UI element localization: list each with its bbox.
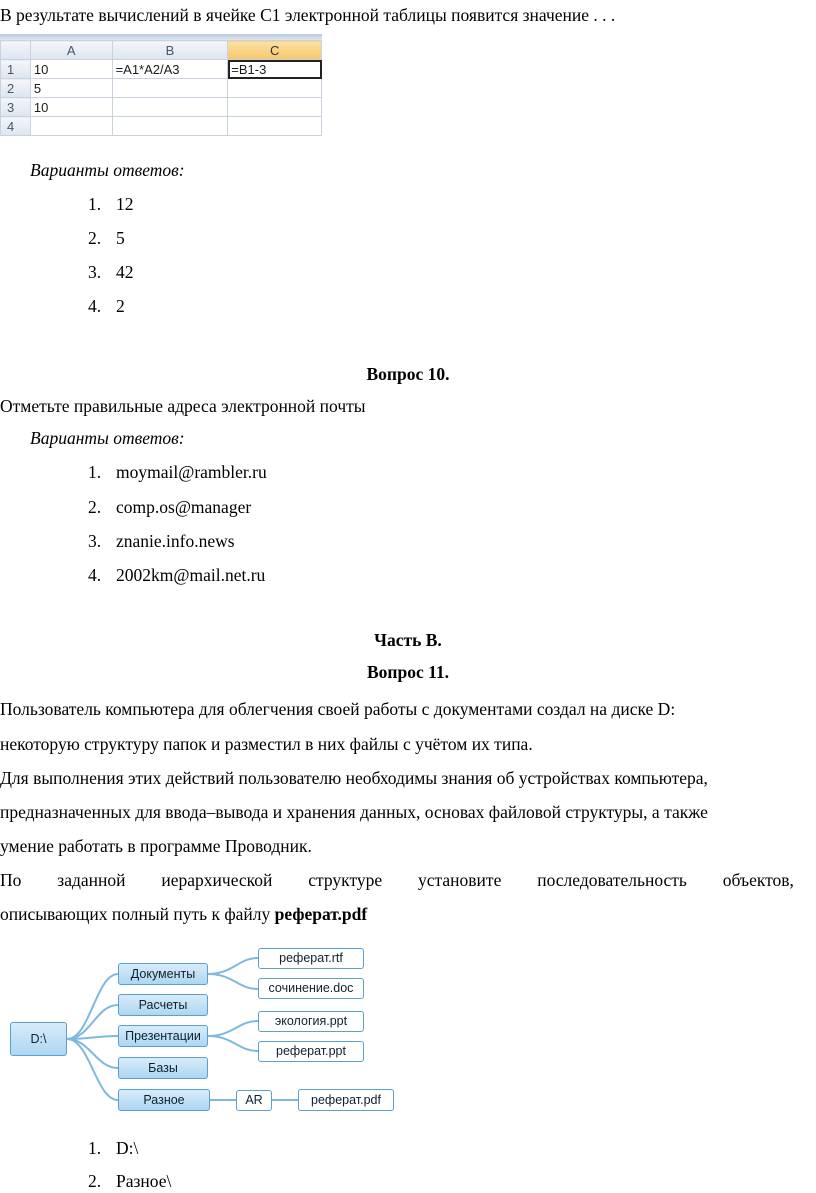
q10-answer-3: znanie.info.news: [116, 531, 235, 551]
row-header[interactable]: 1: [1, 60, 31, 79]
row-header[interactable]: 3: [1, 98, 31, 117]
q11-last-line-text: описывающих полный путь к файлу: [0, 904, 271, 924]
tree-folder-misc[interactable]: Разное: [118, 1089, 210, 1111]
connector: [208, 958, 258, 974]
tree-folder-databases[interactable]: Базы: [118, 1057, 208, 1079]
q11-answer-2: Разное\: [116, 1171, 172, 1191]
target-filename: реферат.pdf: [274, 904, 368, 924]
connector: [67, 1005, 118, 1039]
q10-answer-1: moymail@rambler.ru: [116, 462, 267, 482]
spreadsheet-grid: [0, 40, 322, 136]
list-number: 4.: [88, 296, 102, 316]
cell-a2[interactable]: 5: [30, 79, 112, 98]
tree-file-sochinenie-doc[interactable]: сочинение.doc: [258, 978, 364, 999]
q9-answer-1: 12: [116, 194, 134, 214]
list-number: 3.: [88, 531, 102, 551]
connector: [208, 974, 258, 989]
list-number: 2.: [88, 228, 102, 248]
q11-justified-line: [0, 870, 794, 891]
cell-b3[interactable]: [112, 98, 228, 117]
q9-answer-3: 42: [116, 262, 134, 282]
sheet-row: [1, 98, 322, 117]
q11-last-line: [0, 904, 367, 925]
list-number: 3.: [88, 262, 102, 282]
col-header-a[interactable]: A: [30, 41, 112, 60]
tree-folder-presentations[interactable]: Презентации: [118, 1025, 208, 1047]
spreadsheet: [0, 34, 322, 146]
word: объектов,: [722, 870, 794, 890]
tree-file-referat-pdf[interactable]: реферат.pdf: [298, 1089, 394, 1111]
word: По: [0, 870, 22, 890]
cell-a4[interactable]: [30, 117, 112, 136]
list-number: 1.: [88, 194, 102, 214]
list-number: 2.: [88, 497, 102, 517]
q9-answer-2: 5: [116, 228, 125, 248]
sheet-row: [1, 60, 322, 79]
corner-cell[interactable]: [1, 41, 31, 60]
q10-answer-4: 2002km@mail.net.ru: [116, 565, 266, 585]
word: последовательность: [537, 870, 687, 890]
word: структуре: [308, 870, 383, 890]
cell-a1[interactable]: 10: [30, 60, 112, 79]
partb-title: Часть В.: [374, 630, 442, 650]
connector: [208, 1021, 258, 1036]
q11-line-3: Для выполнения этих действий пользователю необходимы знания об устройствах компьютера,: [0, 768, 708, 788]
connector: [208, 1036, 258, 1051]
cell-b1[interactable]: =A1*A2/A3: [112, 60, 228, 79]
cell-c2[interactable]: [228, 79, 322, 98]
q11-answer-1: D:\: [116, 1138, 139, 1158]
tree-folder-calculations[interactable]: Расчеты: [118, 994, 208, 1016]
word: установите: [418, 870, 502, 890]
row-header[interactable]: 4: [1, 117, 31, 136]
q11-line-5: умение работать в программе Проводник.: [0, 836, 312, 856]
cell-c3[interactable]: [228, 98, 322, 117]
cell-b2[interactable]: [112, 79, 228, 98]
list-number: 4.: [88, 565, 102, 585]
tree-file-referat-rtf[interactable]: реферат.rtf: [258, 948, 364, 969]
sheet-row: [1, 117, 322, 136]
folder-tree-diagram: [8, 944, 406, 1120]
tree-folder-ar[interactable]: AR: [236, 1090, 272, 1111]
q11-line-4: предназначенных для ввода–вывода и хранения данных, основах файловой структуры, а также: [0, 802, 708, 822]
q11-title: Вопрос 11.: [366, 662, 450, 682]
sheet-row: [1, 79, 322, 98]
cell-b4[interactable]: [112, 117, 228, 136]
header-row: [1, 41, 322, 60]
row-header[interactable]: 2: [1, 79, 31, 98]
q11-line-2: некоторую структуру папок и разместил в них файлы с учётом их типа.: [0, 734, 533, 754]
col-header-c[interactable]: C: [228, 41, 322, 60]
col-header-b[interactable]: B: [112, 41, 228, 60]
q9-answers-label: Варианты ответов:: [30, 160, 185, 180]
tree-file-referat-ppt[interactable]: реферат.ppt: [258, 1041, 364, 1062]
cell-c4[interactable]: [228, 117, 322, 136]
q9-text: В результате вычислений в ячейке С1 электронной таблицы появится значение . . .: [0, 5, 616, 25]
cell-c1[interactable]: =B1-3: [228, 60, 322, 79]
q10-text: Отметьте правильные адреса электронной почты: [0, 396, 366, 416]
tree-node-root[interactable]: D:\: [10, 1022, 67, 1056]
list-number: 2.: [88, 1171, 102, 1191]
q10-answer-2: comp.os@manager: [116, 497, 252, 517]
q10-title: Вопрос 10.: [366, 364, 450, 384]
q10-answers-label: Варианты ответов:: [30, 428, 185, 448]
tree-folder-documents[interactable]: Документы: [118, 963, 208, 985]
word: заданной: [57, 870, 126, 890]
q9-answer-4: 2: [116, 296, 125, 316]
word: иерархической: [161, 870, 273, 890]
list-number: 1.: [88, 462, 102, 482]
connector: [67, 1039, 118, 1100]
connector: [67, 1039, 118, 1068]
tree-file-ekologiya-ppt[interactable]: экология.ppt: [258, 1011, 364, 1032]
list-number: 1.: [88, 1138, 102, 1158]
q11-line-1: Пользователь компьютера для облегчения своей работы с документами создал на диске D:: [0, 699, 676, 719]
cell-a3[interactable]: 10: [30, 98, 112, 117]
